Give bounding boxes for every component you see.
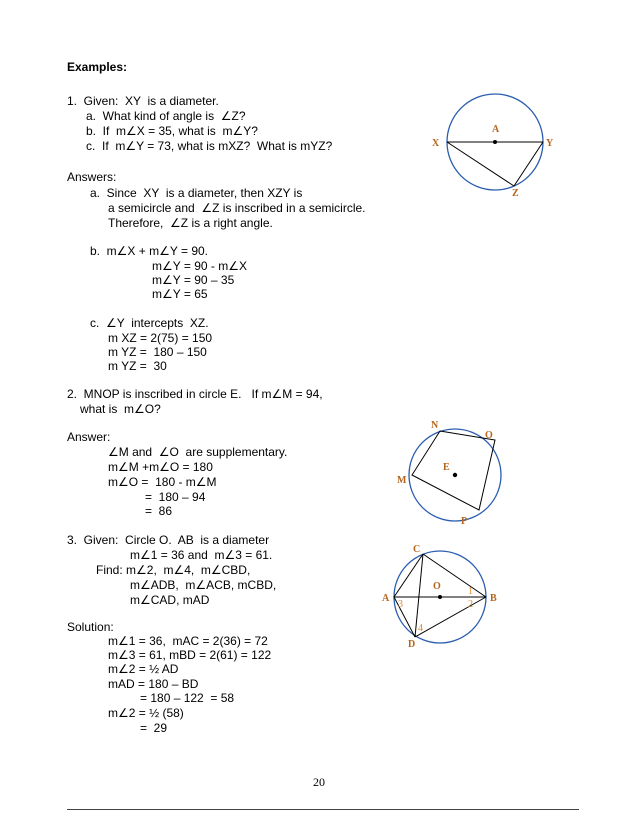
ex2-question-line1: 2. MNOP is inscribed in circle E. If m∠M = 94, [67, 387, 323, 401]
fig3-label-b: B [490, 593, 497, 604]
answers-title: Answers: [67, 170, 117, 184]
fig3-label-c: C [413, 544, 421, 555]
fig2-center-dot [453, 473, 457, 477]
fig3-chord-db [415, 597, 486, 637]
ex1-question-c: c. If m∠Y = 73, what is mXZ? What is mYZ? [86, 139, 333, 153]
fig3-angle-3: 3 [398, 599, 403, 610]
ex3-solution-line5: = 180 – 122 = 58 [140, 691, 235, 705]
ex2-answer-line4: = 180 – 94 [145, 490, 206, 504]
ex3-given-line2: m∠1 = 36 and m∠3 = 61. [130, 548, 273, 562]
ex2-answer-title: Answer: [67, 430, 111, 444]
ex3-solution-line2: m∠3 = 61, mBD = 2(61) = 122 [108, 648, 272, 662]
answer-c-line1: c. ∠Y intercepts XZ. [90, 316, 209, 330]
figure-1-circle-diameter [432, 88, 554, 199]
answer-a-line2: a semicircle and ∠Z is inscribed in a semicircle. [108, 201, 366, 215]
ex1-question-a: a. What kind of angle is ∠Z? [86, 109, 246, 123]
fig1-label-x: X [432, 138, 440, 149]
ex3-find-line3: m∠CAD, mAD [130, 593, 210, 607]
ex3-solution-line4: mAD = 180 – BD [108, 677, 199, 691]
fig3-label-a: A [382, 593, 390, 604]
answer-b-line1: b. m∠X + m∠Y = 90. [90, 244, 209, 258]
examples-heading: Examples: [67, 60, 128, 74]
fig3-angle-1: 1 [468, 586, 473, 597]
fig3-label-d: D [408, 639, 416, 650]
fig2-label-e: E [443, 462, 450, 473]
fig1-label-z: Z [512, 188, 519, 199]
answer-b-line3: m∠Y = 90 – 35 [152, 273, 235, 287]
fig1-chord-yz [514, 142, 543, 186]
fig2-label-n: N [431, 420, 439, 431]
ex2-answer-line3: m∠O = 180 - m∠M [108, 475, 217, 489]
fig1-label-y: Y [546, 138, 554, 149]
ex3-find-line1: Find: m∠2, m∠4, m∠CBD, [96, 563, 251, 577]
answer-b-line2: m∠Y = 90 - m∠X [152, 259, 247, 273]
answer-a-line1: a. Since XY is a diameter, then XZY is [90, 186, 303, 200]
ex3-find-line2: m∠ADB, m∠ACB, mCBD, [130, 578, 277, 592]
fig3-angle-4: 4 [418, 623, 423, 634]
ex3-solution-line6: m∠2 = ½ (58) [108, 706, 184, 720]
answer-c-line4: m YZ = 30 [108, 359, 167, 373]
fig2-label-o: O [485, 430, 493, 441]
fig3-center-dot [438, 595, 442, 599]
fig3-chord-ac [394, 554, 423, 597]
ex3-given-line1: 3. Given: Circle O. AB is a diameter [67, 533, 270, 547]
ex3-solution-line3: m∠2 = ½ AD [108, 662, 179, 676]
fig2-label-m: M [397, 475, 407, 486]
fig1-label-a: A [492, 124, 500, 135]
figure-2-inscribed-quadrilateral [395, 420, 525, 530]
ex2-answer-line1: ∠M and ∠O are supplementary. [108, 445, 288, 459]
answer-c-line3: m YZ = 180 – 150 [108, 345, 207, 359]
ex3-solution-line1: m∠1 = 36, mAC = 2(36) = 72 [108, 634, 268, 648]
fig1-chord-xz [447, 142, 514, 186]
ex3-solution-line7: = 29 [140, 721, 168, 735]
fig3-label-o: O [433, 581, 441, 592]
fig2-label-p: P [461, 516, 468, 527]
answer-b-line4: m∠Y = 65 [152, 287, 208, 301]
fig2-quadrilateral [412, 431, 495, 510]
footer-rule [67, 809, 579, 810]
fig3-angle-2: 2 [468, 599, 473, 610]
ex3-solution-title: Solution: [67, 620, 114, 634]
fig1-center-dot [493, 140, 497, 144]
answer-c-line2: m XZ = 2(75) = 150 [108, 331, 213, 345]
answer-a-line3: Therefore, ∠Z is a right angle. [108, 216, 273, 230]
ex2-question-line2: what is m∠O? [80, 402, 161, 416]
page-number: 20 [313, 775, 325, 789]
ex2-answer-line2: m∠M +m∠O = 180 [108, 460, 213, 474]
figure-3-circle-diameter-ab [380, 545, 510, 655]
ex1-given: 1. Given: XY is a diameter. [67, 94, 219, 108]
ex2-answer-line5: = 86 [145, 504, 173, 518]
ex1-question-b: b. If m∠X = 35, what is m∠Y? [86, 124, 258, 138]
